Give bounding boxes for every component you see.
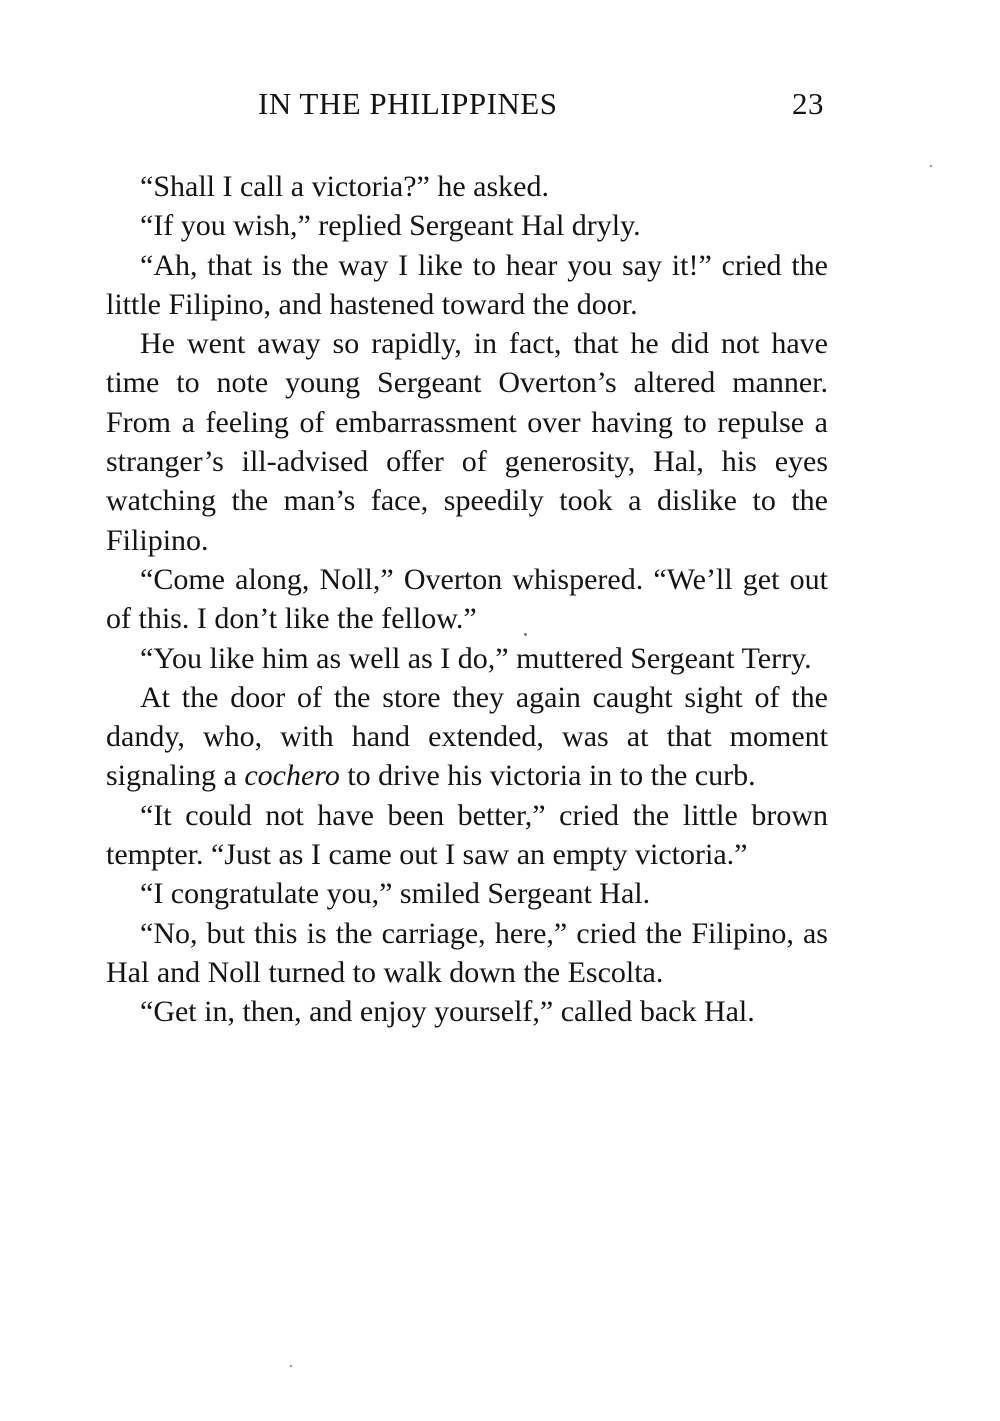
paragraph-text: At the door of the store they again caught sight of the dandy, who, with hand extended, was at that moment signaling a — [106, 680, 828, 793]
running-title: IN THE PHILIPPINES — [258, 86, 558, 121]
paragraph: He went away so rapidly, in fact, that he did not have time to note young Sergeant Overton’s altered manner. From a feeling of embarrassment over having to repulse a stranger’s ill-advised offer of generosity, Hal, his eyes watching the man’s face, speedily took a dislike to the Filipino. — [106, 327, 828, 557]
paragraph: “It could not have been better,” cried the little brown tempter. “Just as I came out I saw an empty victoria.” — [106, 798, 828, 872]
paragraph: “Shall I call a victoria?” he asked. — [140, 170, 549, 203]
paragraph-text: to drive his victoria in to the curb. — [339, 759, 756, 793]
page-number: 23 — [792, 86, 824, 121]
paragraph: “Come along, Noll,” Overton whispered. “We’ll get out of this. I don’t like the fellow.” — [106, 562, 828, 636]
paragraph — [106, 678, 828, 796]
paragraph: “Ah, that is the way I like to hear you say it!” cried the little Filipino, and hastened toward the door. — [106, 248, 828, 321]
paper-speck — [930, 165, 932, 167]
paper-speck — [290, 1365, 292, 1367]
paragraph: “If you wish,” replied Sergeant Hal dryly. — [140, 209, 641, 243]
paper-speck — [524, 633, 527, 636]
italic-word: cochero — [244, 759, 340, 793]
paragraph: “You like him as well as I do,” muttered Sergeant Terry. — [140, 641, 812, 675]
body-text — [106, 167, 828, 1032]
paragraph: “Get in, then, and enjoy yourself,” called back Hal. — [140, 995, 755, 1029]
paragraph: “No, but this is the carriage, here,” cried the Filipino, as Hal and Noll turned to walk down the Escolta. — [106, 916, 828, 989]
running-head — [106, 82, 828, 126]
paragraph: “I congratulate you,” smiled Sergeant Hal. — [140, 877, 651, 911]
